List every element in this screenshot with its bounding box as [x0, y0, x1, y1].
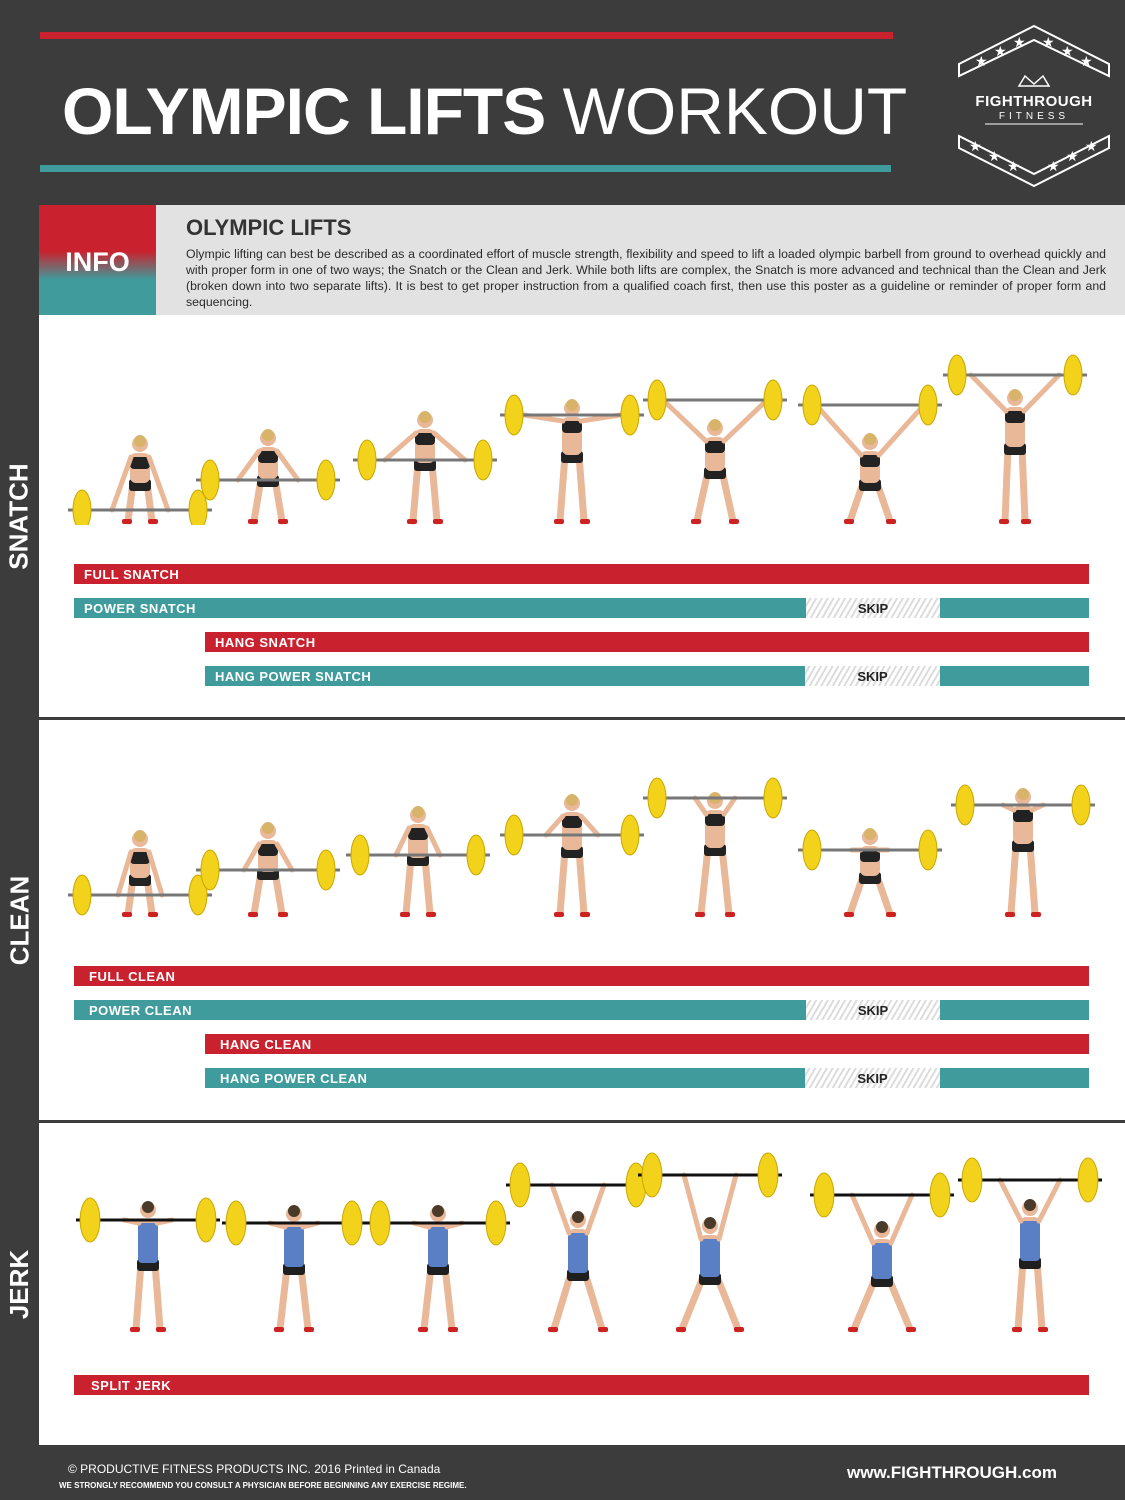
title-light: WORKOUT: [562, 74, 908, 148]
lifter-figure-icon: [640, 325, 790, 525]
logo-name: FIGHTHROUGH: [975, 93, 1093, 110]
snatch-sequence: [0, 340, 1125, 540]
lifter-figure-icon: [948, 718, 1098, 918]
info-panel: [156, 205, 1125, 315]
svg-text:★: ★: [1007, 159, 1020, 175]
title-bold: OLYMPIC LIFTS: [62, 74, 546, 148]
section-label-snatch: SNATCH: [4, 463, 34, 570]
info-label: INFO: [65, 247, 130, 277]
bar-hang-power-snatch: SKIP HANG POWER SNATCH: [205, 666, 1089, 686]
lifter-figure-icon: [193, 718, 343, 918]
svg-text:★: ★: [1066, 149, 1079, 165]
skip-zone: SKIP: [805, 1068, 940, 1088]
svg-text:★: ★: [1013, 35, 1026, 51]
info-tab: [39, 205, 156, 315]
lifter-figure-icon: [343, 718, 493, 918]
lifter-figure-icon: [807, 1133, 957, 1333]
svg-text:★: ★: [994, 44, 1007, 60]
svg-text:★: ★: [1042, 35, 1055, 51]
bar-hang-snatch: HANG SNATCH: [205, 632, 1089, 652]
bar-power-clean: SKIP POWER CLEAN: [74, 1000, 1089, 1020]
header-teal-rule: [40, 165, 891, 172]
lifter-figure-icon: [795, 325, 945, 525]
svg-text:★: ★: [1047, 159, 1060, 175]
svg-text:★: ★: [969, 139, 982, 155]
lifter-figure-icon: [955, 1133, 1105, 1333]
svg-text:★: ★: [1061, 44, 1074, 60]
lifter-figure-icon: [497, 325, 647, 525]
lifter-figure-icon: [363, 1133, 513, 1333]
bar-hang-power-clean: SKIP HANG POWER CLEAN: [205, 1068, 1089, 1088]
page-title: [62, 76, 907, 146]
header-red-rule: [40, 32, 893, 39]
lifter-figure-icon: [219, 1133, 369, 1333]
brand-logo: [955, 20, 1113, 190]
info-body: Olympic lifting can best be described as a coordinated effort of muscle strength, flexibility and speed to lift a loaded olympic barbell from ground to overhead quickly and with proper form in one of two ways; the Snatch or the Clean and Jerk. While both lifts are complex, the Snatch is more advanced and technical than the Clean and Jerk (broken down into two separate lifts). It is best to get proper instruction from a qualified coach first, then use this poster as a guideline or reminder of proper form and sequencing.: [186, 247, 1106, 309]
bar-hang-clean: HANG CLEAN: [205, 1034, 1089, 1054]
lifter-figure-icon: [940, 325, 1090, 525]
skip-zone: SKIP: [805, 666, 940, 686]
svg-text:★: ★: [975, 54, 988, 70]
bar-full-snatch: FULL SNATCH: [74, 564, 1089, 584]
jerk-sequence: [0, 1155, 1125, 1345]
lifter-figure-icon: [503, 1133, 653, 1333]
section-label-jerk: JERK: [4, 1249, 35, 1319]
lifter-figure-icon: [350, 325, 500, 525]
info-title: OLYMPIC LIFTS: [186, 215, 352, 240]
lifter-figure-icon: [497, 718, 647, 918]
bar-power-snatch: SKIP POWER SNATCH: [74, 598, 1089, 618]
svg-text:★: ★: [1080, 54, 1093, 70]
skip-zone: SKIP: [806, 1000, 940, 1020]
bar-split-jerk: SPLIT JERK: [74, 1375, 1089, 1395]
section-label-clean: CLEAN: [4, 875, 34, 965]
clean-sequence: [0, 760, 1125, 930]
lifter-figure-icon: [635, 1133, 785, 1333]
svg-text:★: ★: [1085, 139, 1098, 155]
lifter-figure-icon: [795, 718, 945, 918]
logo-sub: FITNESS: [998, 111, 1070, 122]
footer-website[interactable]: www.FIGHTHROUGH.com: [847, 1463, 1057, 1482]
lifter-figure-icon: [193, 325, 343, 525]
lifter-figure-icon: [640, 718, 790, 918]
bar-full-clean: FULL CLEAN: [74, 966, 1089, 986]
footer-copyright: © PRODUCTIVE FITNESS PRODUCTS INC. 2016 Printed in Canada: [68, 1462, 441, 1476]
section-divider: [0, 1120, 1125, 1123]
svg-text:★: ★: [988, 149, 1001, 165]
skip-zone: SKIP: [806, 598, 940, 618]
footer-warning: WE STRONGLY RECOMMEND YOU CONSULT A PHYSICIAN BEFORE BEGINNING ANY EXERCISE REGIME.: [59, 1481, 467, 1490]
lifter-figure-icon: [73, 1133, 223, 1333]
